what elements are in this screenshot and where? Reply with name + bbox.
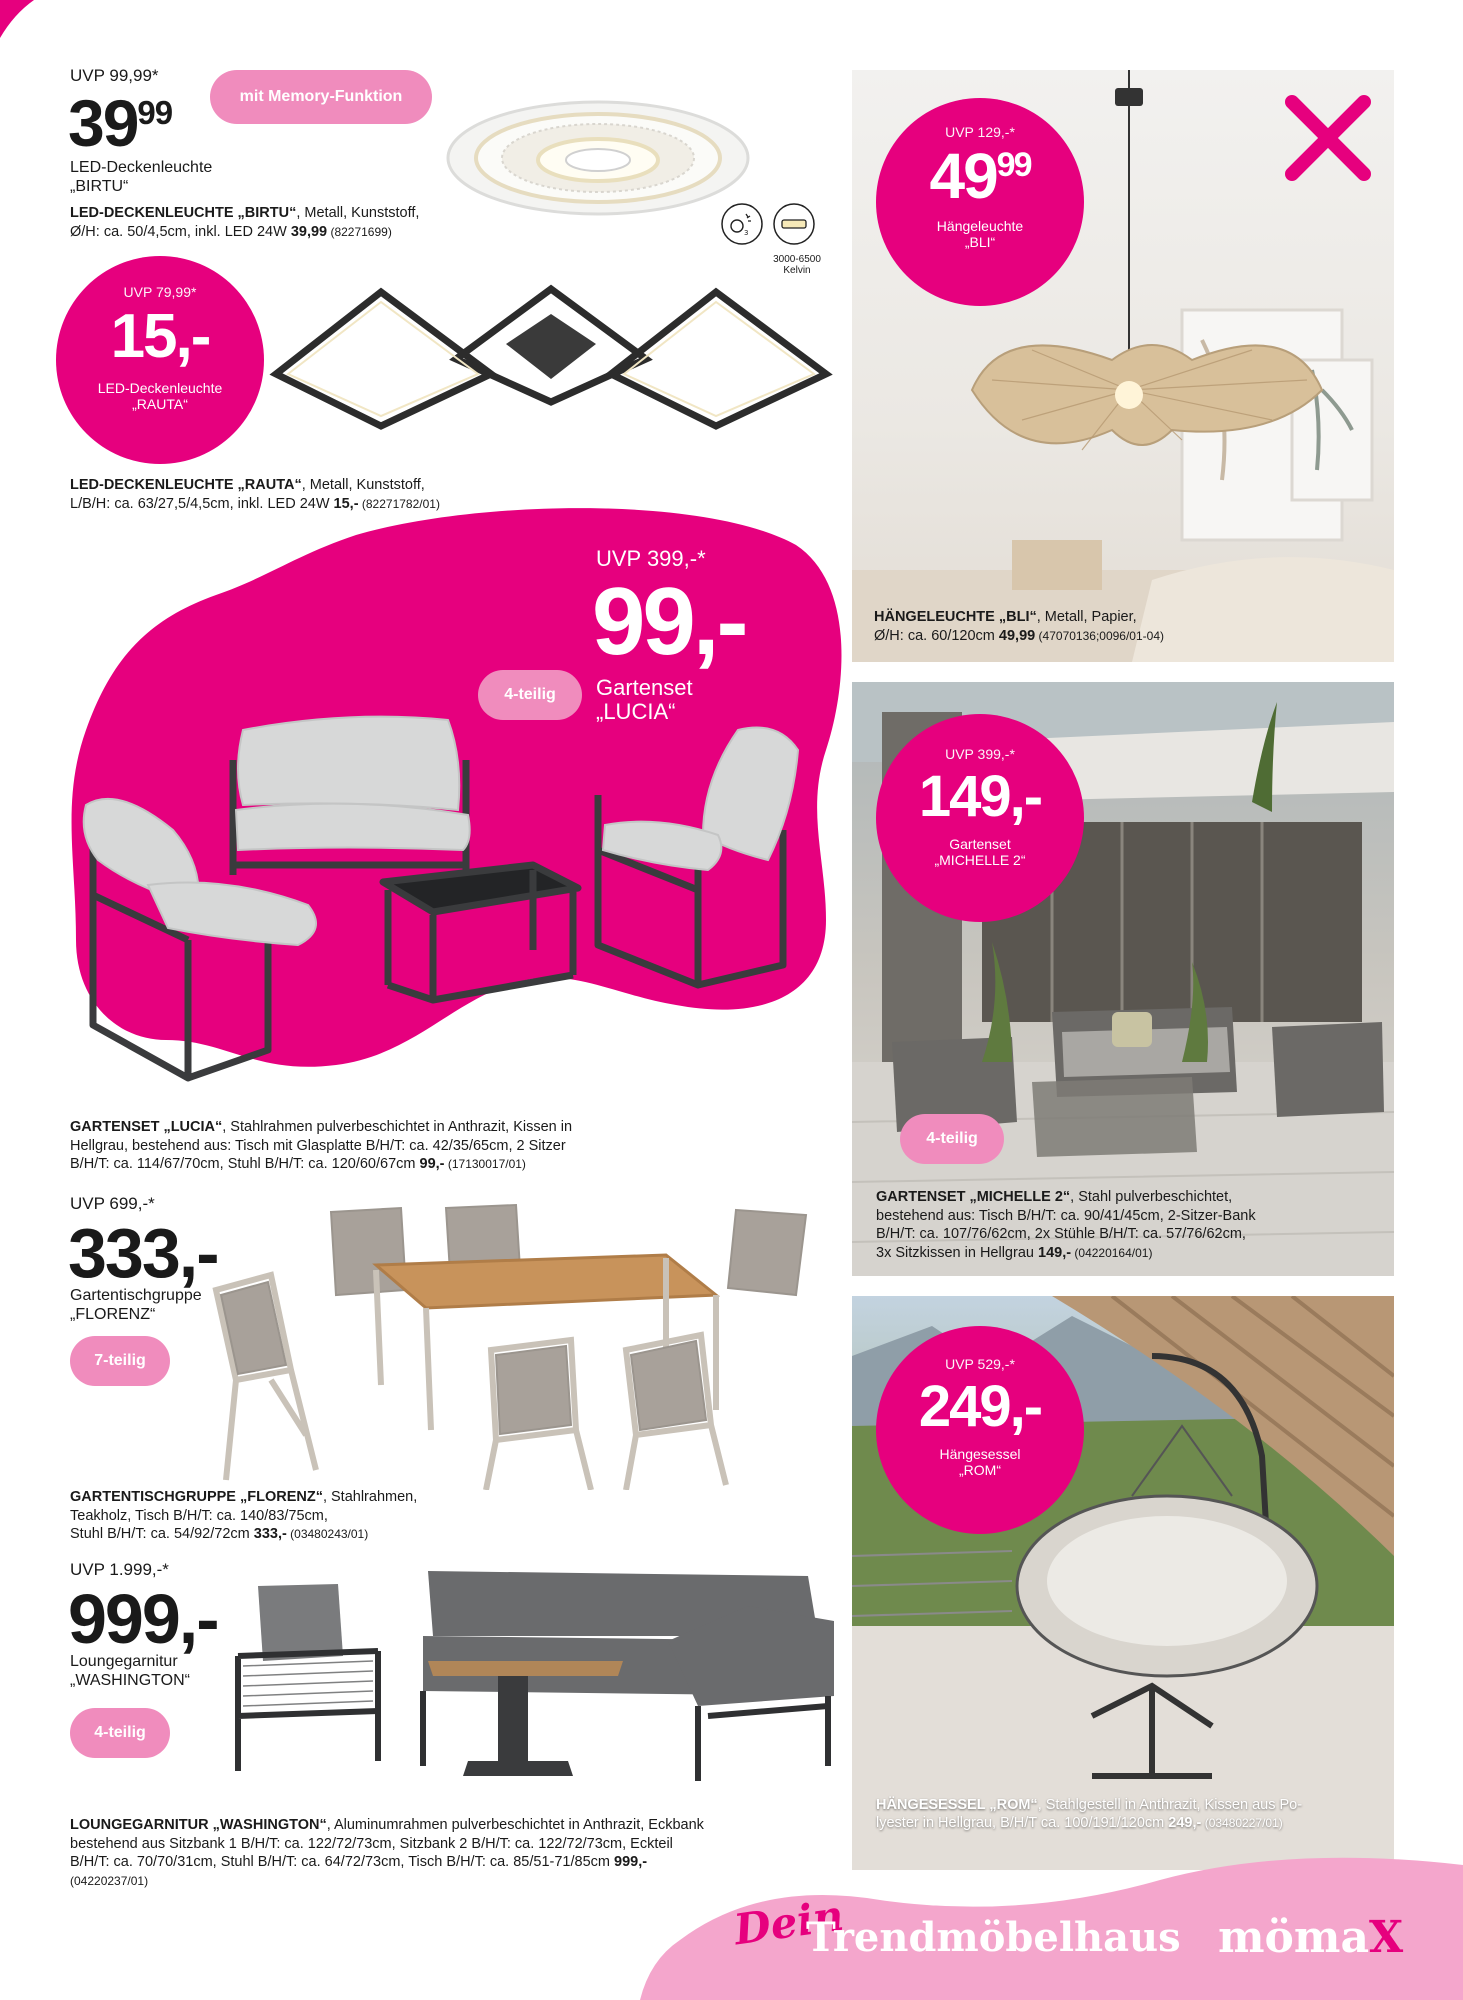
footer-logo: mömaX [1218,1912,1404,1963]
florenz-short-name: Gartentischgruppe „FLORENZ“ [70,1287,202,1323]
washington-pieces-badge: 4-teilig [70,1708,170,1758]
lucia-price: 99,- [592,568,746,675]
michelle-price-circle: UVP 399,-* 149,- Gartenset „MICHELLE 2“ [876,714,1084,922]
light-color-icon [772,202,816,246]
lucia-pieces-badge: 4-teilig [478,670,582,720]
washington-furniture-image [228,1566,834,1786]
logo-x-icon: X [1368,1912,1404,1963]
corner-swoosh [0,0,40,40]
washington-uvp: UVP 1.999,-* [70,1560,169,1579]
lucia-furniture-image [78,700,838,1095]
birtu-description: LED-DECKENLEUCHTE „BIRTU“, Metall, Kunststoff, Ø/H: ca. 50/4,5cm, inkl. LED 24W 39,99 (82271699) [70,205,420,240]
bli-description: HÄNGELEUCHTE „BLI“, Metall, Papier, Ø/H: ca. 60/120cm 49,99 (47070136;0096/01-04) [874,609,1164,644]
kelvin-label: 3000-6500 Kelvin [773,254,821,276]
birtu-short-name: LED-Deckenleuchte „BIRTU“ [70,159,213,195]
moemax-x-icon [1282,92,1374,184]
florenz-uvp: UVP 699,-* [70,1194,155,1213]
bli-price-circle: UVP 129,-* $49^{99}$ Hängeleuchte „BLI“ [876,98,1084,306]
michelle-pieces-badge: 4-teilig [900,1114,1004,1164]
michelle-description: GARTENSET „MICHELLE 2“, Stahl pulverbeschichtet, bestehend aus: Tisch B/H/T: ca. 90/41/45cm, 2-Sitzer-Bank B/H/T: ca. 107/76/62cm, 2x Stühle B/H/T: ca. 57/76/62cm, 3x Sitzkissen in Hellgrau 149,- (04220164/01) [876,1189,1256,1261]
birtu-uvp: UVP 99,99* [70,66,159,85]
rauta-lamp-image [266,284,836,434]
svg-text:3: 3 [744,229,749,237]
florenz-description: GARTENTISCHGRUPPE „FLORENZ“, Stahlrahmen, Teakholz, Tisch B/H/T: ca. 140/83/75cm, Stuhl B/H/T: ca. 54/92/72cm 333,- (03480243/01) [70,1489,418,1542]
florenz-furniture-image [196,1200,832,1490]
lucia-short-name: Gartenset „LUCIA“ [596,675,693,724]
washington-price: 999,- [68,1580,218,1658]
washington-description: LOUNGEGARNITUR „WASHINGTON“, Aluminumrahmen pulverbeschichtet in Anthrazit, Eckbank bestehend aus Sitzbank 1 B/H/T: ca. 122/72/73cm, Sitzbank 2 B/H/T: ca. 122/72/73cm, Eckteil B/H/T: ca. 70/70/31cm, Stuhl B/H/T: ca. 64/72/73cm, Tisch B/H/T: ca. 85/51-71/85cm 999,- (04220237/01) [70,1817,704,1888]
rauta-description: LED-DECKENLEUCHTE „RAUTA“, Metall, Kunststoff, L/B/H: ca. 63/27,5/4,5cm, inkl. LED 24W 15,- (82271782/01) [70,477,440,512]
rom-description: HÄNGESESSEL „ROM“, Stahlgestell in Anthrazit, Kissen aus Po- lyester in Hellgrau, B/H/T ca. 100/191/120cm 249,- (03480227/01) [876,1797,1303,1831]
florenz-pieces-badge: 7-teilig [70,1336,170,1386]
washington-short-name: Loungegarnitur „WASHINGTON“ [70,1653,190,1689]
dimmable-icon [720,202,764,246]
lucia-description: GARTENSET „LUCIA“, Stahlrahmen pulverbeschichtet in Anthrazit, Kissen in Hellgrau, bestehend aus: Tisch mit Glasplatte B/H/T: ca. 42/35/65cm, 2 Sitzer B/H/T: ca. 114/67/70cm, Stuhl B/H/T: ca. 120/60/67cm 99,- (17130017/01) [70,1119,573,1172]
rom-price-circle: UVP 529,-* 249,- Hängesessel „ROM“ [876,1326,1084,1534]
birtu-memory-badge: mit Memory-Funktion [210,70,432,124]
rauta-price-circle: UVP 79,99* 15,- LED-Deckenleuchte „RAUTA“ [56,256,264,464]
birtu-price: $39^{99}$ [68,86,173,160]
footer-slogan: Trendmöbelhaus [806,1914,1181,1961]
footer-script-dein: Dein [731,1890,847,1955]
lucia-uvp: UVP 399,-* [596,546,706,571]
florenz-price: 333,- [68,1214,218,1292]
